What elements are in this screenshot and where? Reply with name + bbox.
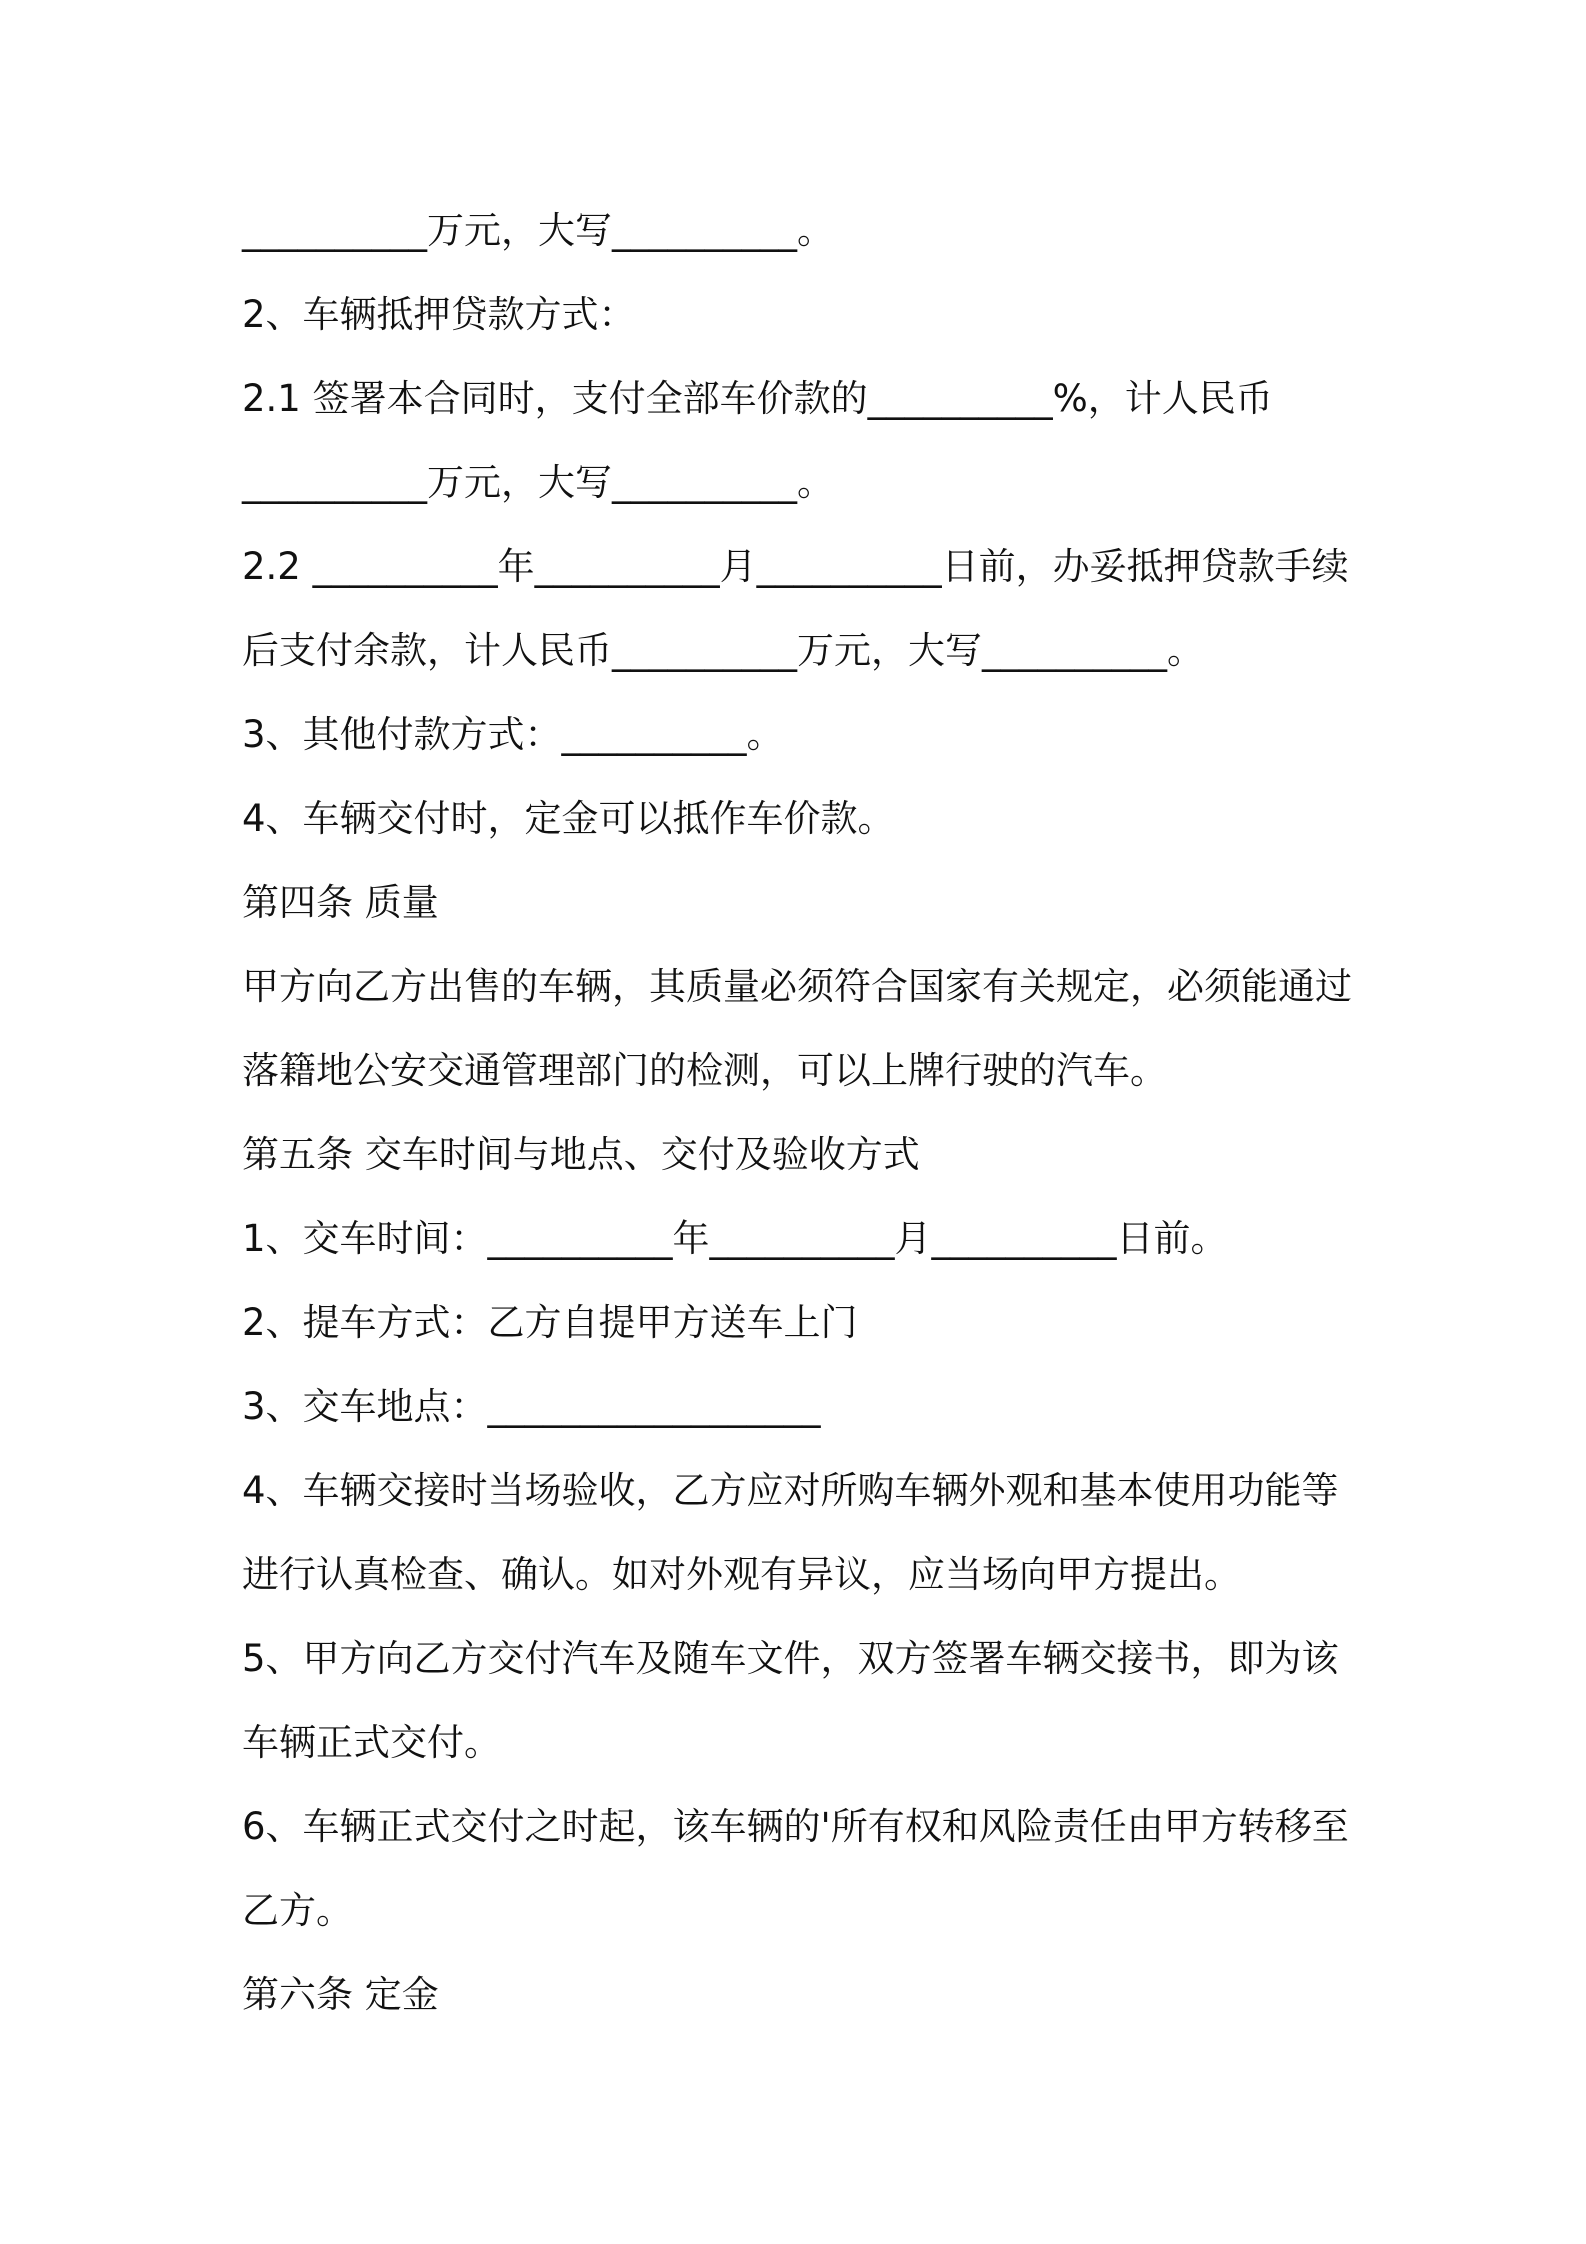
text-line: 5、甲方向乙方交付汽车及随车文件，双方签署车辆交接书，即为该 <box>242 1637 1339 1680</box>
text-line: __________万元，大写__________。 <box>242 209 834 252</box>
text-line: 2、提车方式：乙方自提甲方送车上门 <box>242 1301 858 1344</box>
text-line: 2.1 签署本合同时，支付全部车价款的__________%，计人民币 <box>242 377 1273 420</box>
text-line: 4、车辆交付时，定金可以抵作车价款。 <box>242 797 895 840</box>
article-heading: 第五条 交车时间与地点、交付及验收方式 <box>242 1133 920 1176</box>
text-line: 2.2 __________年__________月__________日前，办妥抵押贷款手续 <box>242 545 1349 588</box>
clause-heading: 2、车辆抵押贷款方式： <box>242 293 636 336</box>
document-page <box>242 0 1362 2244</box>
text-line: 后支付余款，计人民币__________万元，大写__________。 <box>242 629 1204 672</box>
text-line: 进行认真检查、确认。如对外观有异议，应当场向甲方提出。 <box>242 1553 1241 1596</box>
article-heading: 第六条 定金 <box>242 1973 439 2016</box>
article-heading: 第四条 质量 <box>242 881 439 924</box>
text-line: 甲方向乙方出售的车辆，其质量必须符合国家有关规定，必须能通过 <box>242 965 1352 1008</box>
text-line: 1、交车时间：__________年__________月__________日前。 <box>242 1217 1228 1260</box>
text-line: 3、交车地点：__________________ <box>242 1385 821 1428</box>
text-line: 3、其他付款方式：__________。 <box>242 713 784 756</box>
text-line: 6、车辆正式交付之时起，该车辆的'所有权和风险责任由甲方转移至 <box>242 1805 1349 1848</box>
text-line: 落籍地公安交通管理部门的检测，可以上牌行驶的汽车。 <box>242 1049 1167 1092</box>
text-line: __________万元，大写__________。 <box>242 461 834 504</box>
text-line: 乙方。 <box>242 1889 353 1932</box>
text-line: 车辆正式交付。 <box>242 1721 501 1764</box>
text-line: 4、车辆交接时当场验收，乙方应对所购车辆外观和基本使用功能等 <box>242 1469 1339 1512</box>
